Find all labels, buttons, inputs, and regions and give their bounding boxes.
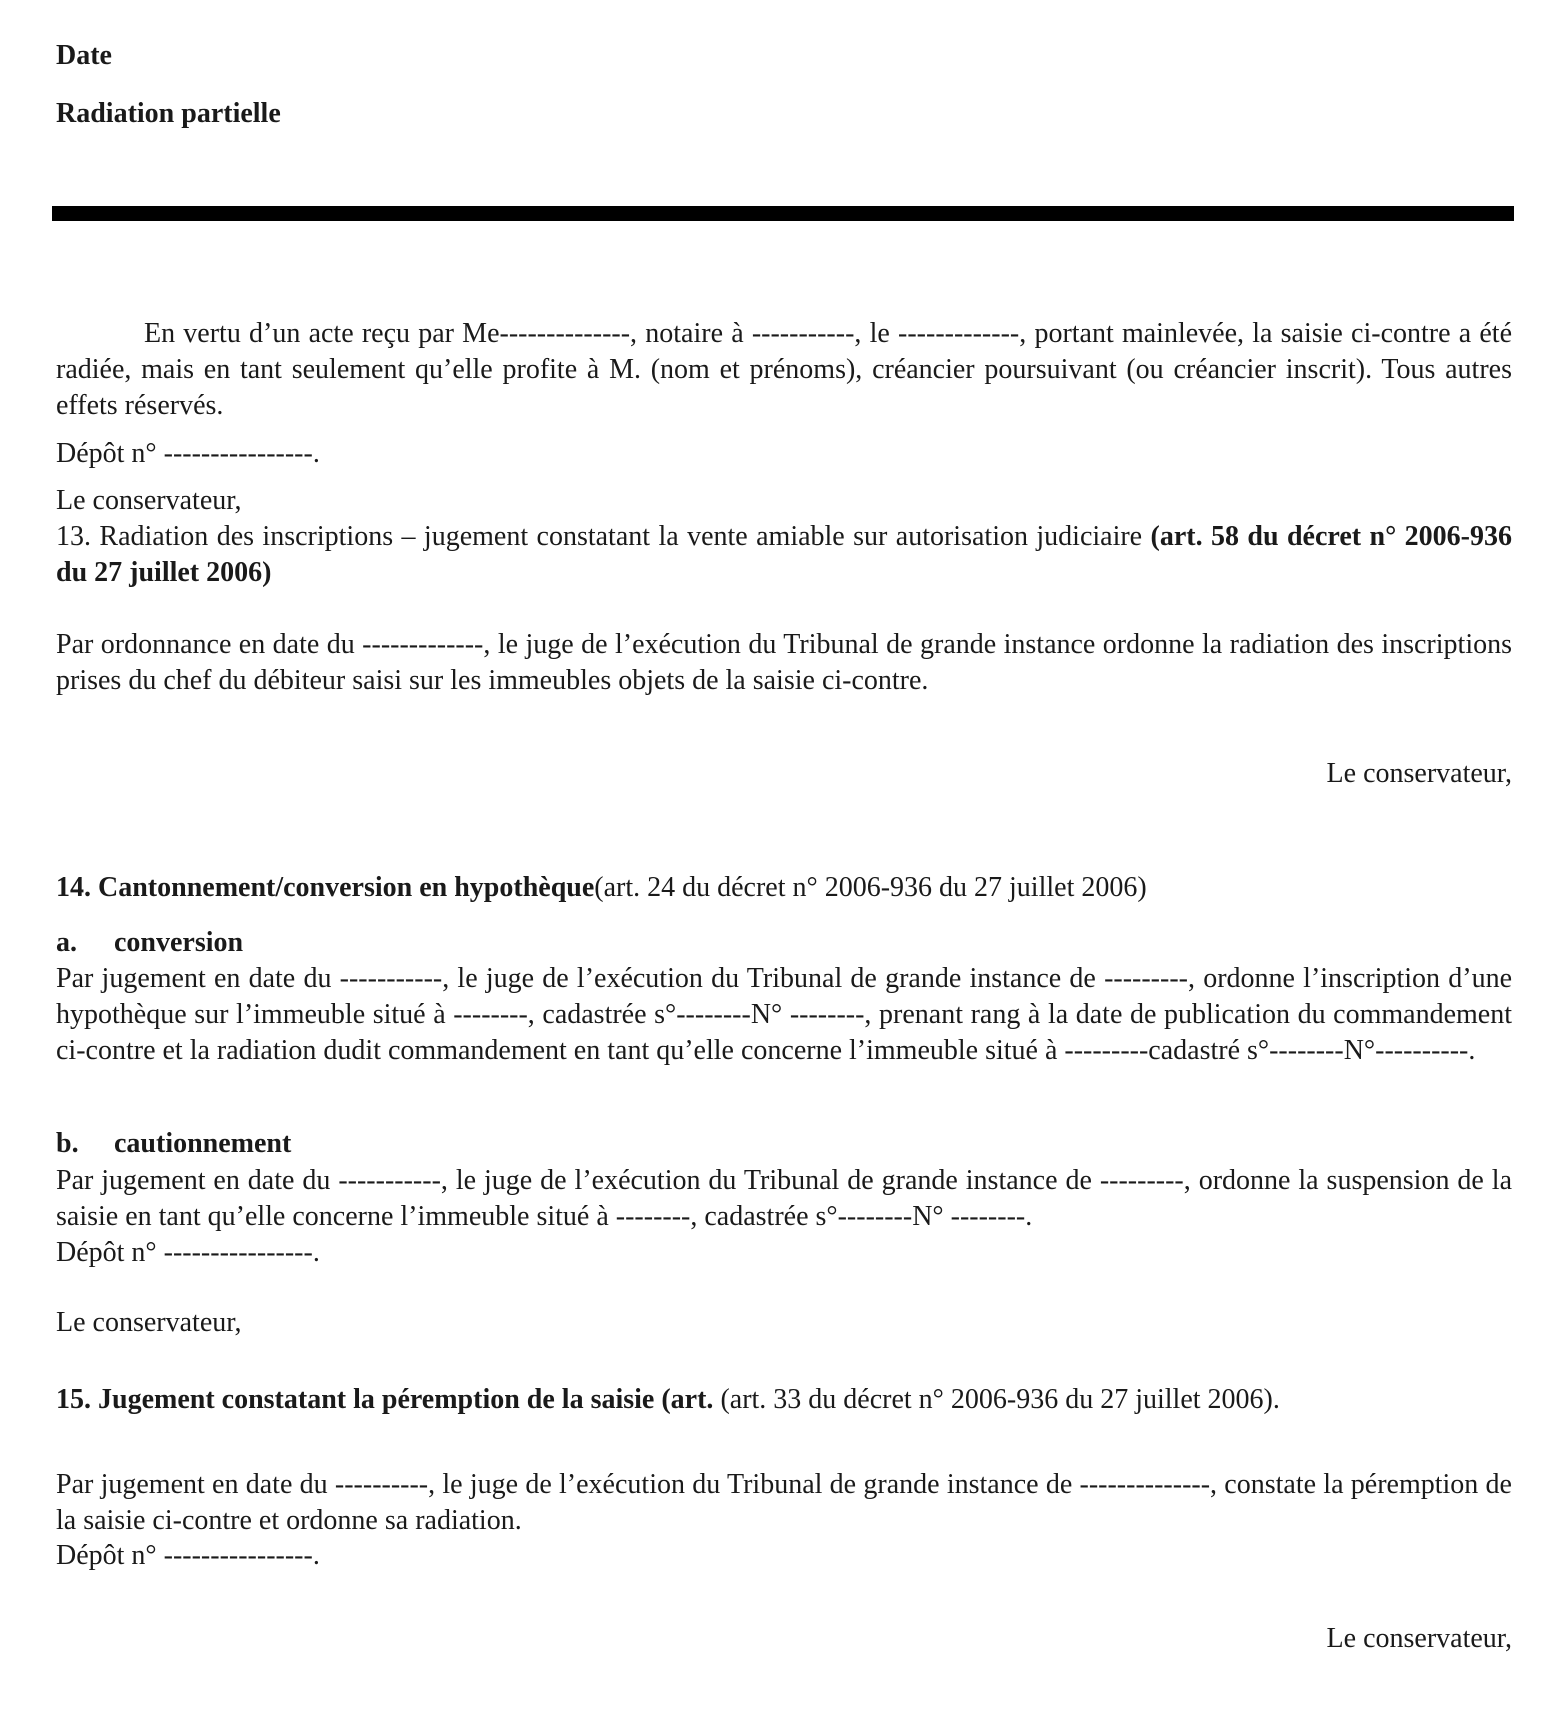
header-title: Radiation partielle bbox=[56, 98, 281, 129]
section-13-paragraph: Par ordonnance en date du -------------, le juge de l’exécution du Tribunal de grande instance ordonne la radiation des inscriptions prises du chef du débiteur saisi sur les immeubles objets de la saisie ci-contre. bbox=[56, 629, 1512, 696]
section-13-heading-text: 13. Radiation des inscriptions – jugement constatant la vente amiable sur autorisation judiciaire bbox=[56, 521, 1151, 552]
partial-radiation-depot: Dépôt n° ----------------. bbox=[56, 438, 320, 469]
section-15-paragraph: Par jugement en date du ----------, le juge de l’exécution du Tribunal de grande instance de --------------, constate la péremption de la saisie ci-contre et ordonne sa radiation. bbox=[56, 1469, 1512, 1536]
section-14b-paragraph: Par jugement en date du -----------, le juge de l’exécution du Tribunal de grande instance de ---------, ordonne la suspension de la saisie en tant qu’elle concerne l’immeuble situé à --------, cadastrée s°--------N° --------. bbox=[56, 1165, 1512, 1232]
section-15-depot: Dépôt n° ----------------. bbox=[56, 1540, 320, 1571]
partial-radiation-signature: Le conservateur, bbox=[56, 485, 242, 516]
header-date: Date bbox=[56, 40, 112, 71]
section-14-heading-title: 14. Cantonnement/conversion en hypothèque bbox=[56, 872, 595, 903]
section-14b-title: cautionnement bbox=[114, 1128, 292, 1159]
section-13-heading bbox=[56, 519, 1512, 591]
partial-radiation-paragraph: En vertu d’un acte reçu par Me--------------, notaire à -----------, le -------------, portant mainlevée, la saisie ci-contre a été radiée, mais en tant seulement qu’elle profite à M. (nom et prénoms), créancier poursuivant (ou créancier inscrit). Tous autres effets réservés. bbox=[56, 318, 1512, 421]
section-14-heading bbox=[56, 870, 1512, 906]
section-15-heading-title: 15. Jugement constatant la péremption de la saisie (art. bbox=[56, 1384, 714, 1415]
section-15-heading-reference: (art. 33 du décret n° 2006-936 du 27 juillet 2006). bbox=[713, 1384, 1280, 1415]
section-15-heading bbox=[56, 1382, 1512, 1418]
section-14a-letter: a. bbox=[56, 927, 77, 958]
section-15-signature: Le conservateur, bbox=[1326, 1623, 1512, 1654]
section-13-heading-reference: (art. 58 du décret n° 2006-936 du 27 juillet 2006) bbox=[56, 521, 1513, 588]
header-divider bbox=[52, 206, 1514, 221]
section-14b-letter: b. bbox=[56, 1128, 79, 1159]
section-14-signature: Le conservateur, bbox=[56, 1307, 242, 1338]
section-13-signature: Le conservateur, bbox=[1326, 758, 1512, 789]
section-14b-label bbox=[56, 1126, 1512, 1162]
section-14a-label bbox=[56, 925, 1512, 961]
section-14b-depot: Dépôt n° ----------------. bbox=[56, 1237, 320, 1268]
section-14a-paragraph: Par jugement en date du -----------, le juge de l’exécution du Tribunal de grande instance de ---------, ordonne l’inscription d’une hypothèque sur l’immeuble situé à --------, cadastrée s°--------N° --------, prenant rang à la date de publication du commandement ci-contre et la radiation dudit commandement en tant qu’elle concerne l’immeuble situé à ---------cadastré s°--------N°----------. bbox=[56, 963, 1512, 1066]
section-14a-title: conversion bbox=[114, 927, 244, 958]
section-14-heading-reference: (art. 24 du décret n° 2006-936 du 27 juillet 2006) bbox=[594, 872, 1147, 903]
